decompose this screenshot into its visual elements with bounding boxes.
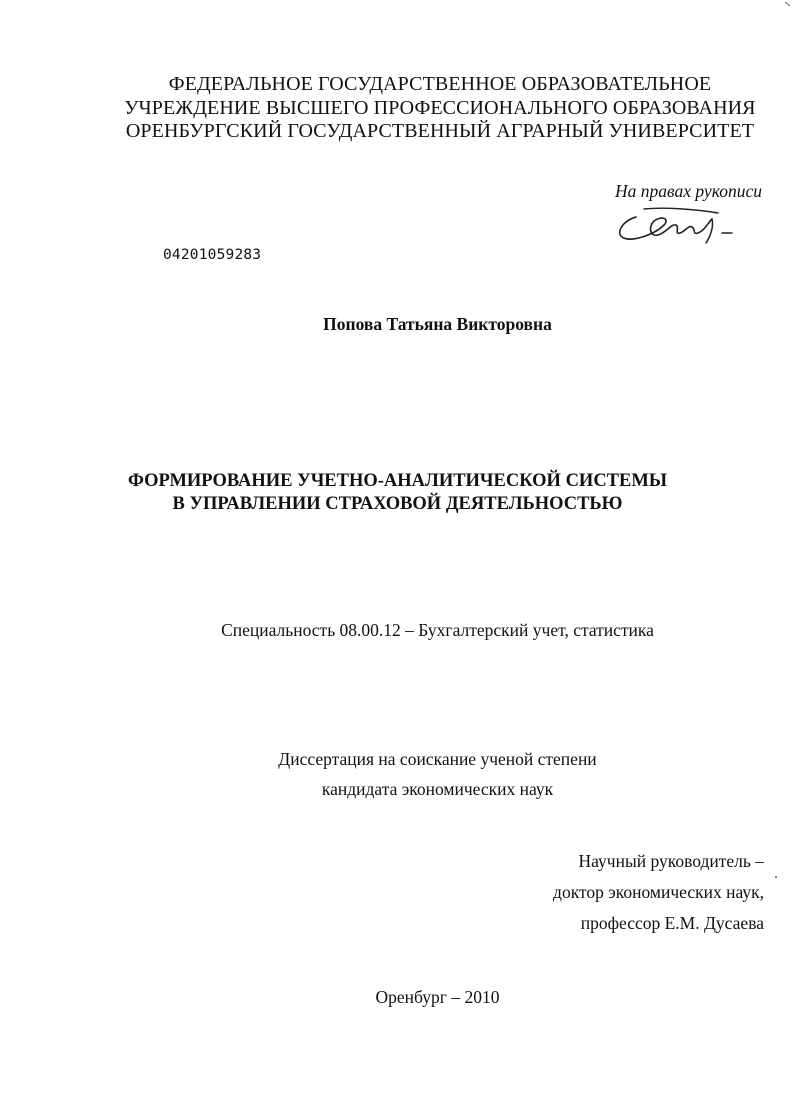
degree-line-1: Диссертация на соискание ученой степени [278, 749, 597, 769]
supervisor-line-2: доктор экономических наук, [553, 882, 764, 902]
handwritten-signature-icon [614, 203, 742, 249]
scan-speck [775, 876, 777, 878]
author-name: Попова Татьяна Викторовна [323, 314, 552, 334]
supervisor-block [553, 846, 764, 939]
degree-statement [0, 744, 795, 804]
city-year: Оренбург – 2010 [375, 987, 500, 1007]
document-code: 04201059283 [163, 247, 262, 263]
specialty: Специальность 08.00.12 – Бухгалтерский учет, статистика [221, 620, 654, 640]
supervisor-line-1: Научный руководитель – [578, 851, 764, 871]
scan-corner-mark [785, 2, 791, 7]
dissertation-title [0, 470, 795, 516]
rights-note: На правах рукописи [615, 181, 762, 201]
institution-line-2: УЧРЕЖДЕНИЕ ВЫСШЕГО ПРОФЕССИОНАЛЬНОГО ОБРАЗОВАНИЯ [124, 96, 756, 119]
institution-line-3: ОРЕНБУРГСКИЙ ГОСУДАРСТВЕННЫЙ АГРАРНЫЙ УНИВЕРСИТЕТ [125, 120, 755, 142]
institution-line-1: ФЕДЕРАЛЬНОЕ ГОСУДАРСТВЕННОЕ ОБРАЗОВАТЕЛЬНОЕ [168, 73, 712, 95]
institution-header [20, 73, 795, 144]
degree-line-2: кандидата экономических наук [321, 779, 554, 799]
supervisor-line-3: профессор Е.М. Дусаева [580, 913, 764, 933]
title-line-1: ФОРМИРОВАНИЕ УЧЕТНО-АНАЛИТИЧЕСКОЙ СИСТЕМЫ [127, 471, 667, 491]
title-line-2: В УПРАВЛЕНИИ СТРАХОВОЙ ДЕЯТЕЛЬНОСТЬЮ [172, 494, 623, 514]
